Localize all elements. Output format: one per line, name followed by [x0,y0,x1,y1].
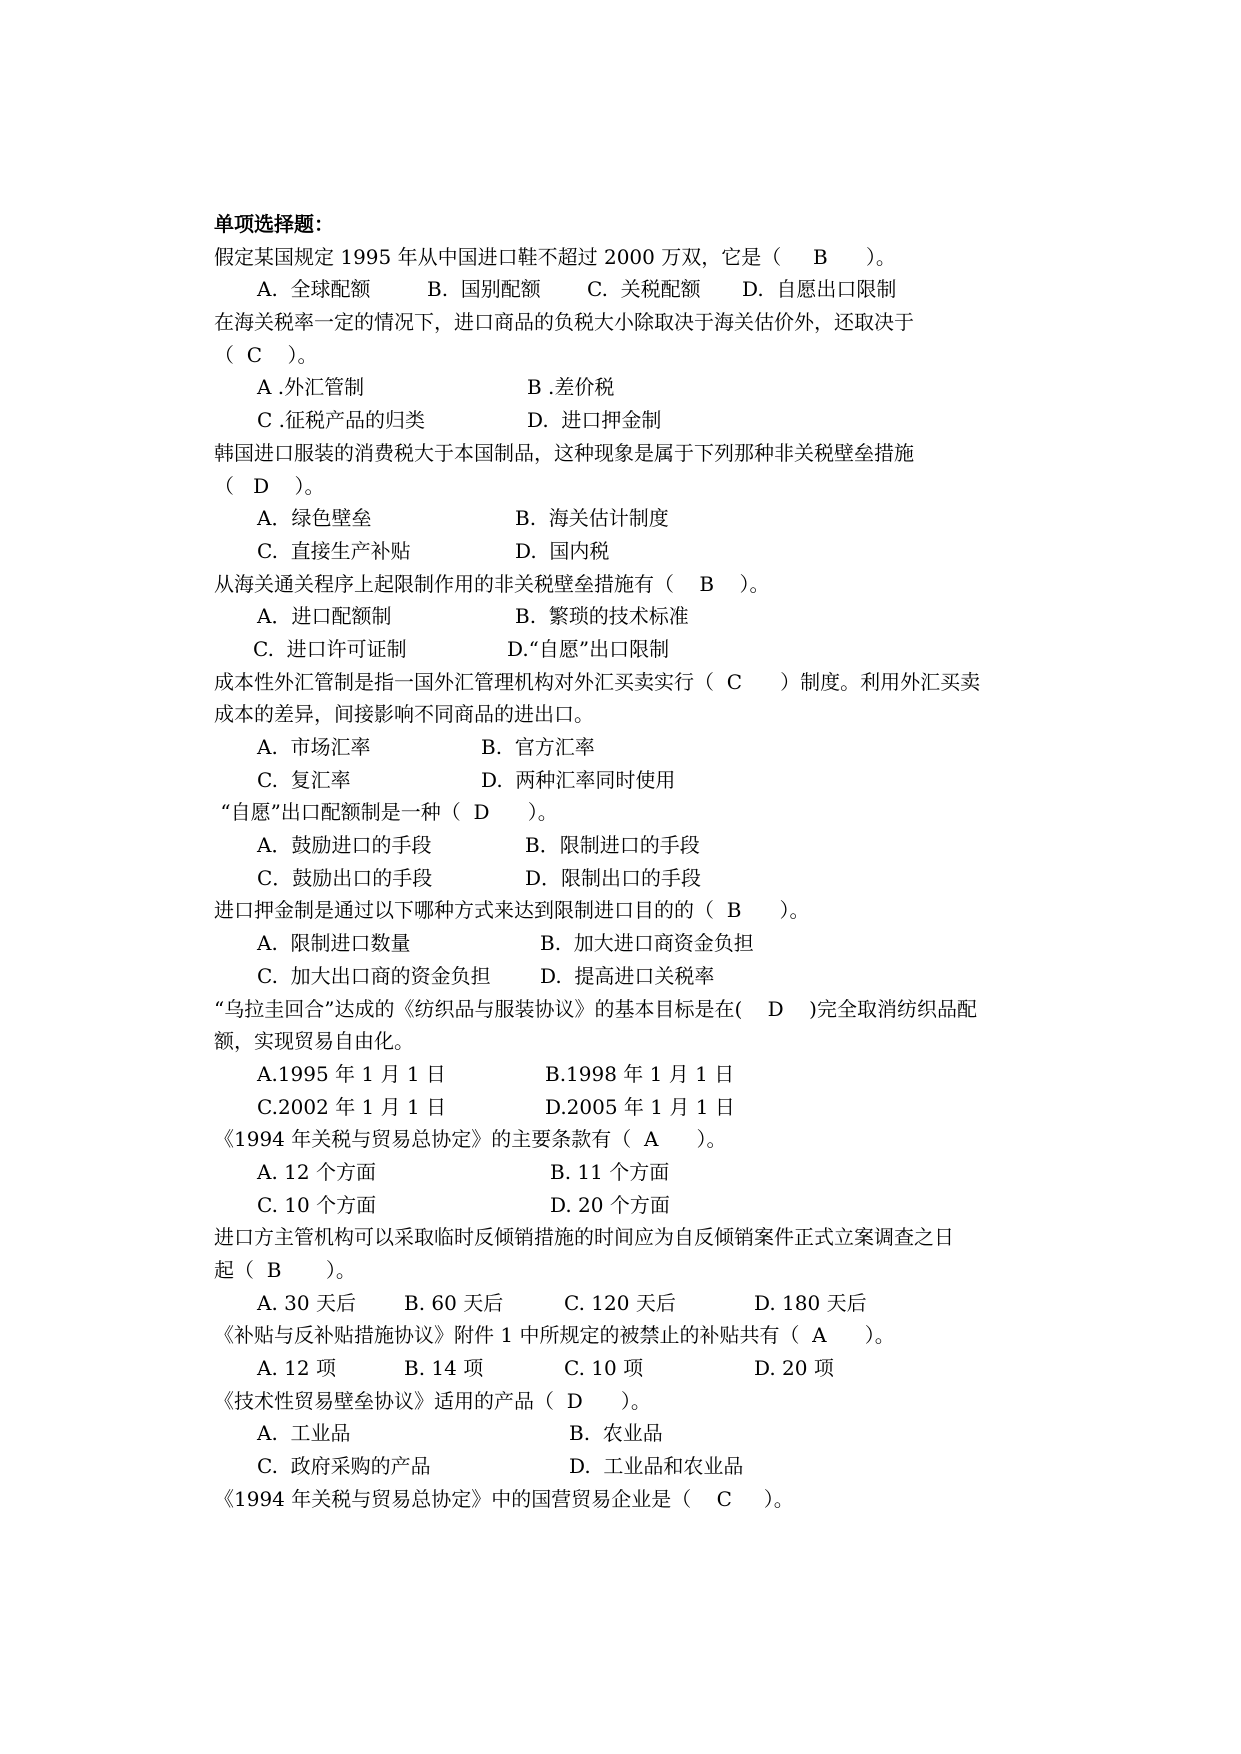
answer-option: C. 加大出口商的资金负担 [257,963,491,988]
question-stem: 《补贴与反补贴措施协议》附件 1 中所规定的被禁止的补贴共有（ A ）。 [214,1323,895,1348]
option-row [214,731,1054,764]
option-row [214,1091,1054,1124]
answer-option: B. 农业品 [569,1421,663,1446]
option-row [214,1287,1054,1320]
answer-option: B. 60 天后 [404,1290,504,1315]
question-stem: 额，实现贸易自由化。 [214,1029,414,1054]
answer-option: B. 国别配额 [427,277,541,302]
answer-option: D. 进口押金制 [527,408,662,433]
answer-option: B .差价税 [527,375,615,400]
answer-option: B. 加大进口商资金负担 [540,931,754,956]
answer-option: D. 工业品和农业品 [569,1454,744,1479]
question-stem: 起（ B ）。 [214,1258,356,1282]
answer-option: A. 市场汇率 [257,735,371,759]
section-heading: 单项选择题： [214,212,334,236]
question-stem: 韩国进口服装的消费税大于本国制品，这种现象是属于下列那种非关税壁垒措施 [214,440,914,465]
question-stem: 从海关通关程序上起限制作用的非关税壁垒措施有（ B ）。 [214,571,770,596]
question-stem: 《1994 年关税与贸易总协定》的主要条款有（ A ）。 [214,1127,727,1152]
option-row [214,600,1054,633]
answer-option: D.“自愿”出口限制 [507,636,670,661]
answer-option: A．鼓励进口的手段 [257,833,432,858]
answer-option: B. 官方汇率 [481,735,595,759]
answer-option: C. 关税配额 [587,277,701,302]
answer-option: D. 国内税 [515,538,610,563]
answer-option: C. 10 个方面 [257,1192,377,1217]
question-stem: （ C ）。 [214,342,318,367]
option-row [214,829,1054,862]
question-stem: 《技术性贸易壁垒协议》适用的产品（ D ）。 [214,1388,651,1413]
option-row [214,927,1054,960]
question-stem: 成本性外汇管制是指一国外汇管理机构对外汇买卖实行（ C ）制度。利用外汇买卖 [214,669,981,694]
option-row [214,764,1054,797]
answer-option: A. 30 天后 [257,1290,356,1315]
answer-option: A. 工业品 [257,1421,351,1446]
option-row [214,862,1054,895]
answer-option: C．鼓励出口的手段 [257,865,433,890]
answer-option: D. 提高进口关税率 [540,963,715,988]
answer-option: A．绿色壁垒 [257,506,372,531]
question-stem: 《1994 年关税与贸易总协定》中的国营贸易企业是（ C ）。 [214,1486,794,1511]
answer-option: C. 进口许可证制 [253,636,407,661]
option-row [214,1058,1054,1091]
question-stem: 在海关税率一定的情况下，进口商品的负税大小除取决于海关估价外，还取决于 [214,310,914,335]
answer-option: B. 11 个方面 [550,1159,670,1184]
option-row [214,1417,1054,1450]
answer-option: B. 繁琐的技术标准 [515,604,689,629]
answer-option: D.2005 年 1 月 1 日 [545,1094,735,1119]
option-row [214,535,1054,568]
option-row [214,502,1054,535]
answer-option: B. 海关估计制度 [515,506,669,531]
question-list [214,208,1054,1516]
answer-option: D. 自愿出口限制 [742,277,897,302]
answer-option: D．限制出口的手段 [525,865,702,890]
question-stem: 成本的差异，间接影响不同商品的进出口。 [214,702,594,727]
answer-option: A．进口配额制 [257,604,392,629]
answer-option: D. 两种汇率同时使用 [481,767,676,792]
answer-option: A.1995 年 1 月 1 日 [257,1061,446,1086]
option-row [214,1189,1054,1222]
answer-option: C .征税产品的归类 [257,408,426,433]
answer-option: A. 12 个方面 [257,1159,376,1184]
answer-option: B．限制进口的手段 [525,833,700,858]
question-stem: “乌拉圭回合”达成的《纺织品与服装协议》的基本目标是在( D )完全取消纺织品配 [214,996,977,1021]
option-row [214,1450,1054,1483]
question-stem: 进口方主管机构可以采取临时反倾销措施的时间应为自反倾销案件正式立案调查之日 [214,1225,954,1250]
answer-option: C. 120 天后 [564,1290,676,1315]
answer-option: D. 180 天后 [754,1290,867,1315]
option-row [214,1156,1054,1189]
answer-option: B. 14 项 [404,1356,484,1381]
option-row [214,960,1054,993]
question-stem: （ D ）。 [214,473,325,498]
answer-option: B.1998 年 1 月 1 日 [545,1061,735,1086]
answer-option: C. 政府采购的产品 [257,1454,431,1479]
answer-option: C. 直接生产补贴 [257,538,411,563]
answer-option: D. 20 个方面 [550,1192,670,1217]
question-stem: 假定某国规定 1995 年从中国进口鞋不超过 2000 万双，它是（ B ）。 [214,244,896,269]
option-row [214,273,1054,306]
option-row [214,371,1054,404]
answer-option: C. 10 项 [564,1356,644,1381]
option-row [214,633,1054,666]
answer-option: A. 限制进口数量 [257,931,411,956]
answer-option: C.2002 年 1 月 1 日 [257,1094,447,1119]
question-stem: “自愿”出口配额制是一种（ D ）。 [214,800,558,825]
answer-option: A. 全球配额 [257,277,371,302]
option-row [214,404,1054,437]
answer-option: A .外汇管制 [257,375,365,400]
answer-option: C. 复汇率 [257,767,351,792]
answer-option: D. 20 项 [754,1356,834,1381]
question-stem: 进口押金制是通过以下哪种方式来达到限制进口目的的（ B ）。 [214,898,810,923]
answer-option: A. 12 项 [257,1356,336,1381]
option-row [214,1352,1054,1385]
